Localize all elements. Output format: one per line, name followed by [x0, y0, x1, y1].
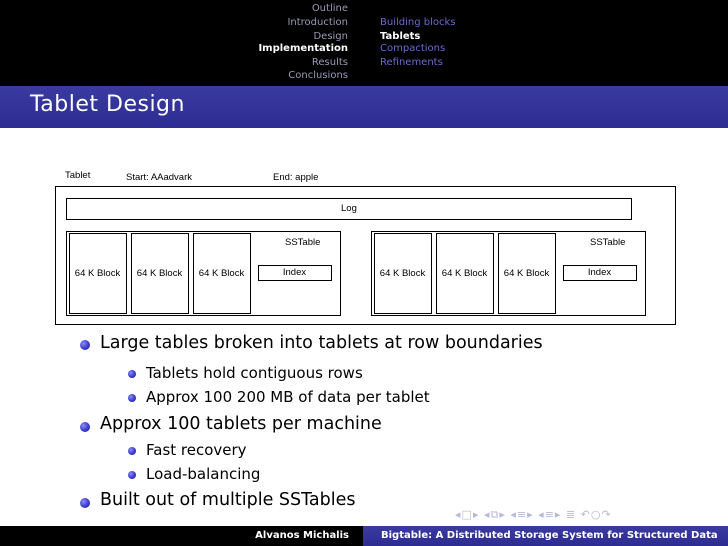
nav-prev-icon[interactable]: ◂ [538, 508, 545, 521]
sub-list-item: Fast recovery [146, 441, 247, 459]
bullet-icon [80, 498, 90, 508]
bullet-icon [128, 471, 136, 479]
nav-next-icon[interactable]: ▸ [472, 508, 480, 521]
data-block [436, 233, 494, 314]
zoom-icon[interactable]: ○ [590, 508, 602, 521]
sstable-box [66, 231, 341, 316]
data-block-label: 64 K Block [74, 268, 121, 279]
data-block-label: 64 K Block [503, 268, 550, 279]
nav-prev-icon[interactable]: ◂ [510, 508, 517, 521]
nav-subsection-compactions[interactable]: Compactions [380, 43, 446, 54]
bullet-icon [128, 394, 136, 402]
footline-title-box [363, 526, 728, 546]
navigation-header [0, 0, 728, 86]
index-label: Index [587, 267, 612, 278]
search-icon[interactable]: ↶ [580, 508, 591, 521]
bullet-icon [128, 447, 136, 455]
data-block-label: 64 K Block [441, 268, 488, 279]
data-block-label: 64 K Block [198, 268, 245, 279]
footline-author-box [0, 526, 363, 546]
index-box [563, 265, 637, 281]
nav-section-introduction[interactable]: Introduction [287, 17, 348, 28]
appendix-icon[interactable]: ≣ [565, 508, 577, 521]
end-row-label: End: apple [273, 172, 319, 183]
tablet-diagram [0, 160, 728, 335]
data-block [131, 233, 189, 314]
tablet-label: Tablet [65, 170, 91, 181]
frame-icon[interactable]: □ [461, 508, 473, 521]
nav-prev-icon[interactable]: ◂ [483, 508, 491, 521]
section-icon[interactable]: ≡ [516, 508, 528, 521]
nav-section-conclusions[interactable]: Conclusions [288, 70, 348, 81]
subsection-navigation [363, 0, 728, 86]
data-block [69, 233, 127, 314]
sstable-box [371, 231, 646, 316]
log-label: Log [341, 203, 357, 214]
bullet-icon [80, 422, 90, 432]
subsection-icon[interactable]: ⧉ [490, 508, 500, 521]
nav-subsection-refinements[interactable]: Refinements [380, 57, 443, 68]
start-row-label: Start: AAadvark [126, 172, 193, 183]
nav-next-icon[interactable]: ▸ [527, 508, 534, 521]
index-box [258, 265, 332, 281]
data-block-label: 64 K Block [379, 268, 426, 279]
list-item: Built out of multiple SSTables [100, 490, 356, 510]
bullet-icon [80, 340, 90, 350]
frame-title-bar [0, 86, 728, 128]
frame-title: Tablet Design [30, 92, 185, 117]
sub-list-item: Tablets hold contiguous rows [146, 364, 363, 382]
sub-list-item: Approx 100 200 MB of data per tablet [146, 388, 430, 406]
log-box [66, 198, 632, 220]
nav-section-implementation[interactable]: Implementation [258, 43, 348, 54]
sstable-label: SSTable [590, 237, 626, 248]
nav-prev-icon[interactable]: ◂ [455, 508, 462, 521]
data-block-label: 64 K Block [136, 268, 183, 279]
nav-subsection-building-blocks[interactable]: Building blocks [380, 17, 456, 28]
data-block [374, 233, 432, 314]
nav-next-icon[interactable]: ▸ [499, 508, 506, 521]
sstable-label: SSTable [285, 237, 321, 248]
footline [0, 526, 728, 546]
section-navigation [0, 0, 363, 86]
nav-section-outline[interactable]: Outline [311, 3, 348, 14]
nav-next-icon[interactable]: ▸ [554, 508, 562, 521]
bullet-icon [128, 370, 136, 378]
nav-section-results[interactable]: Results [311, 57, 348, 68]
list-item: Approx 100 tablets per machine [100, 414, 382, 434]
index-label: Index [282, 267, 307, 278]
list-item: Large tables broken into tablets at row boundaries [100, 333, 543, 353]
navigation-symbols [455, 508, 612, 522]
document-icon[interactable]: ≡ [544, 508, 555, 521]
data-block [498, 233, 556, 314]
footline-author: Alvanos Michalis [255, 530, 349, 541]
data-block [193, 233, 251, 314]
footline-title: Bigtable: A Distributed Storage System for Structured Data [381, 530, 718, 541]
nav-section-design[interactable]: Design [313, 31, 348, 42]
sub-list-item: Load-balancing [146, 465, 261, 483]
forward-icon[interactable]: ↷ [601, 508, 612, 521]
nav-subsection-tablets[interactable]: Tablets [380, 31, 421, 42]
